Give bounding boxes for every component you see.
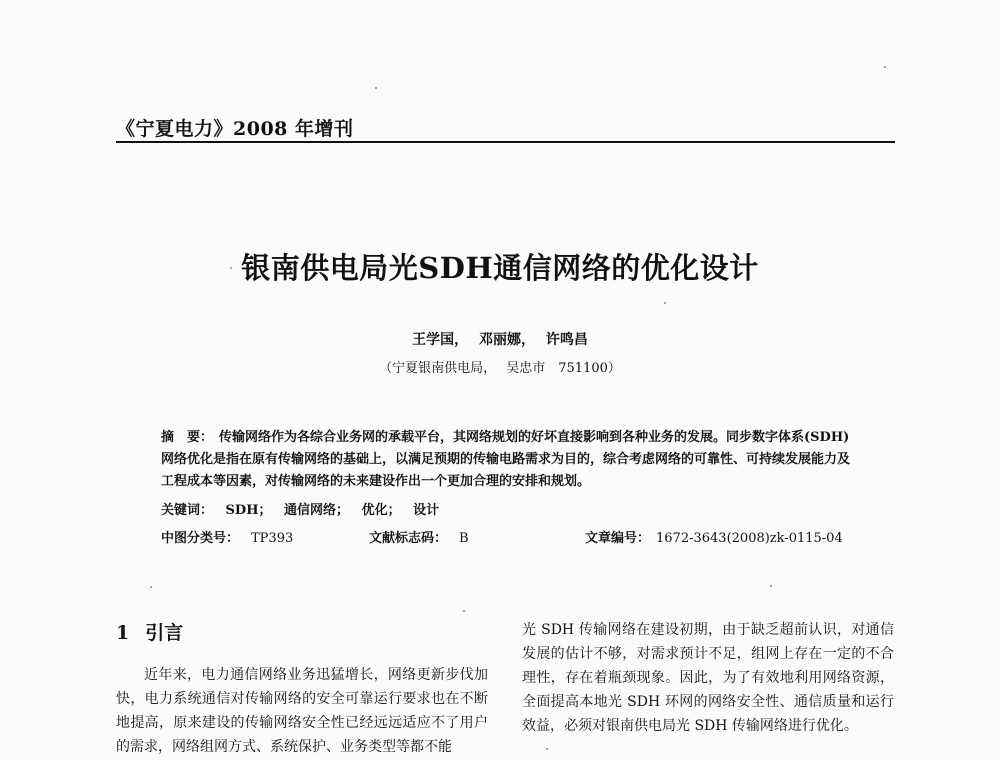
- paper-title: 银南供电局光SDH通信网络的优化设计: [241, 251, 759, 285]
- section-title: 引言: [145, 622, 184, 644]
- abstract-label: 摘 要：: [161, 430, 214, 445]
- clc-value: TP393: [251, 531, 294, 546]
- header-rule: [116, 141, 895, 143]
- doc-code: [369, 527, 469, 546]
- keywords: [161, 499, 447, 518]
- clc-label: 中图分类号：: [161, 531, 240, 546]
- article-id-value: 1672-3643(2008)zk-0115-04: [656, 531, 843, 546]
- clc-number: [161, 527, 293, 546]
- body-column-right: 光 SDH 传输网络在建设初期，由于缺乏超前认识，对通信发展的估计不够，对需求预计不足，组网上存在一定的不合理性，存在着瓶颈现象。因此，为了有效地利用网络资源，全面提高本地光 SDH 环网的网络安全性、通信质量和运行效益，必须对银南供电局光 SDH 传输网络进行优化。: [522, 622, 894, 734]
- keyword: SDH；: [225, 503, 272, 518]
- doc-code-value: B: [459, 531, 469, 546]
- journal-header: 《宁夏电力》2008 年增刊: [116, 118, 354, 140]
- keywords-label: 关键词：: [161, 503, 214, 518]
- article-id-label: 文章编号：: [585, 531, 651, 546]
- section-number: 1: [116, 622, 130, 644]
- scan-speck: [884, 66, 886, 68]
- article-id: [585, 527, 843, 546]
- scan-speck: [230, 267, 232, 269]
- affiliation: （宁夏银南供电局， 吴忠市 751100）: [379, 361, 621, 376]
- abstract: [161, 427, 861, 493]
- abstract-text: 传输网络作为各综合业务网的承载平台，其网络规划的好坏直接影响到各种业务的发展。同步数字体系(SDH)网络优化是指在原有传输网络的基础上，以满足预期的传输电路需求为目的，综合考虑网络的可靠性、可持续发展能力及工程成本等因素，对传输网络的未来建设作出一个更加合理的安排和规划。: [161, 430, 851, 489]
- keyword: 优化；: [361, 503, 401, 518]
- scan-speck: [375, 87, 377, 89]
- keyword: 设计: [413, 503, 440, 518]
- classification-line: [161, 527, 861, 547]
- scan-speck: [150, 586, 152, 588]
- scan-speck: [546, 748, 548, 750]
- body-column-left: 近年来，电力通信网络业务迅猛增长，网络更新步伐加快，电力系统通信对传输网络的安全可靠运行要求也在不断地提高，原来建设的传输网络安全性已经远远适应不了用户的需求，网络组网方式、系统保护、业务类型等都不能: [116, 667, 488, 755]
- doc-code-label: 文献标志码：: [369, 531, 448, 546]
- section-heading: [116, 618, 183, 645]
- scan-speck: [664, 302, 666, 304]
- scan-speck: [463, 610, 465, 612]
- scan-speck: [770, 585, 772, 587]
- keyword: 通信网络；: [284, 503, 350, 518]
- authors: 王学国， 邓丽娜， 许鸣昌: [412, 332, 588, 348]
